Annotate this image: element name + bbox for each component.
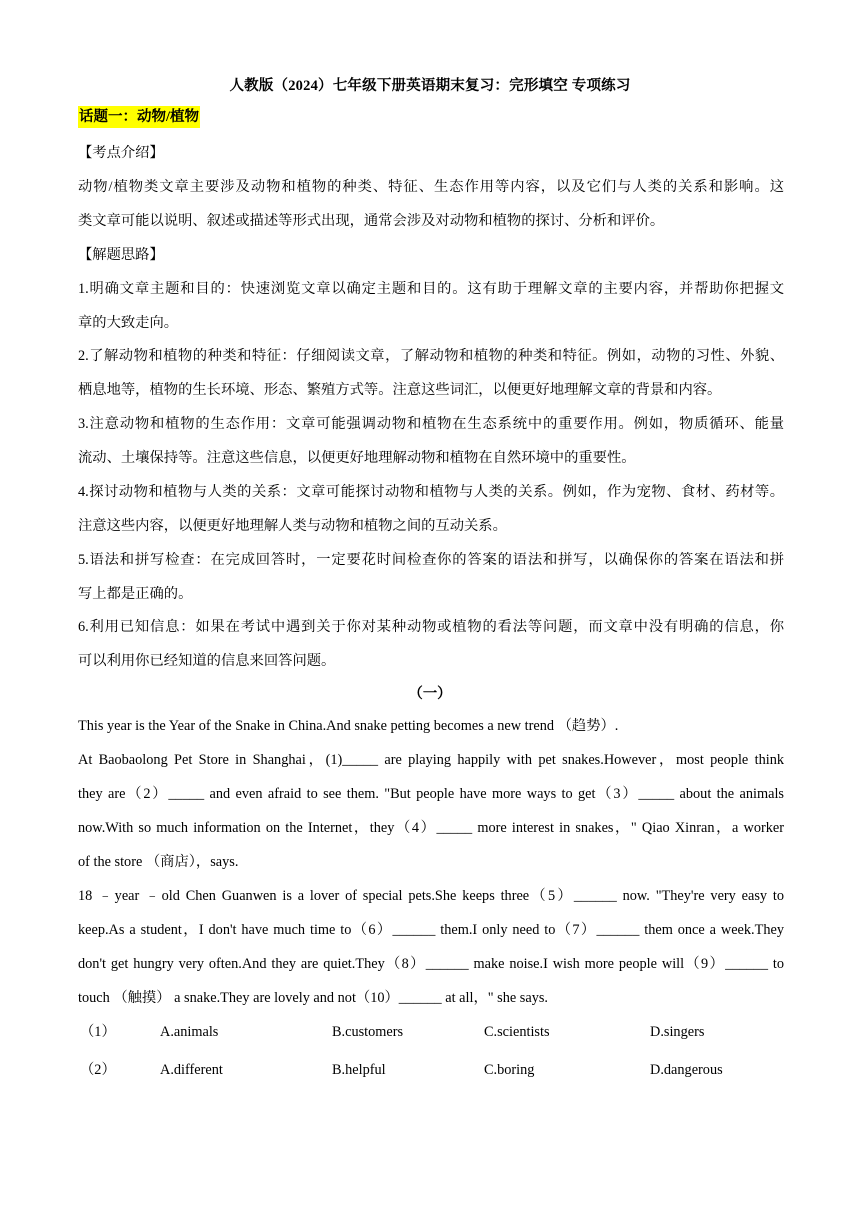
- passage-line: keep.As a student，I don't have much time to（6）______ them.I only need to（7）______ them once a week.They: [78, 922, 784, 938]
- tip-line: 4.探讨动物和植物与人类的关系：文章可能探讨动物和植物与人类的关系。例如，作为宠物、食材、药材等。: [78, 484, 784, 500]
- passage-line: This year is the Year of the Snake in China.And snake petting becomes a new trend （趋势）.: [78, 718, 619, 734]
- tip-line: 1.明确文章主题和目的：快速浏览文章以确定主题和目的。这有助于理解文章的主要内容，并帮助你把握文: [78, 281, 784, 297]
- passage-line: they are（2）_____ and even afraid to see them. "But people have more ways to get（3）_____ about the animals: [78, 786, 784, 802]
- tip-line: 可以利用你已经知道的信息来回答问题。: [78, 653, 336, 669]
- tip-line: 6.利用已知信息：如果在考试中遇到关于你对某种动物或植物的看法等问题，而文章中没有明确的信息，你: [78, 619, 784, 635]
- tip-line: 2.了解动物和植物的种类和特征：仔细阅读文章，了解动物和植物的种类和特征。例如，动物的习性、外貌、: [78, 348, 784, 364]
- approach-heading: 【解题思路】: [78, 247, 164, 263]
- intro-heading: 【考点介绍】: [78, 145, 164, 161]
- tip-line: 流动、土壤保持等。注意这些信息，以便更好地理解动物和植物在自然环境中的重要性。: [78, 450, 636, 466]
- passage-line: of the store （商店），says.: [78, 854, 239, 870]
- tip-line: 章的大致走向。: [78, 315, 179, 331]
- tip-line: 栖息地等，植物的生长环境、形态、繁殖方式等。注意这些词汇，以便更好地理解文章的背景和内容。: [78, 382, 722, 398]
- tip-line: 写上都是正确的。: [78, 586, 193, 602]
- tip-line: 5.语法和拼写检查：在完成回答时，一定要花时间检查你的答案的语法和拼写，以确保你的答案在语法和拼: [78, 552, 784, 568]
- option-a: A.different: [160, 1062, 223, 1078]
- option-b: B.helpful: [332, 1062, 386, 1078]
- option-a: A.animals: [160, 1024, 219, 1040]
- tip-line: 3.注意动物和植物的生态作用：文章可能强调动物和植物在生态系统中的重要作用。例如，物质循环、能量: [78, 416, 784, 432]
- intro-text-line: 类文章可能以说明、叙述或描述等形式出现，通常会涉及对动物和植物的探讨、分析和评价。: [78, 213, 665, 229]
- question-number: （1）: [80, 1024, 116, 1040]
- option-c: C.scientists: [484, 1024, 550, 1040]
- passage-line: now.With so much information on the Internet，they（4）_____ more interest in snakes，" Qiao Xinran，a worker: [78, 820, 784, 836]
- option-b: B.customers: [332, 1024, 404, 1040]
- passage-line: 18 ﹣year ﹣old Chen Guanwen is a lover of special pets.She keeps three（5）______ now. "They're very easy to: [78, 888, 784, 904]
- passage-line: don't get hungry very often.And they are quiet.They（8）______ make noise.I wish more people will（9）______ to: [78, 956, 784, 972]
- option-d: D.dangerous: [650, 1062, 723, 1078]
- topic-heading: 话题一：动物/植物: [78, 106, 200, 128]
- option-d: D.singers: [650, 1024, 705, 1040]
- passage-line: touch （触摸） a snake.They are lovely and not（10）______ at all，" she says.: [78, 990, 548, 1006]
- passage-line: At Baobaolong Pet Store in Shanghai，(1)_____ are playing happily with pet snakes.However，most people think: [78, 752, 784, 768]
- passage-number: （一）: [408, 686, 452, 702]
- page-title: 人教版（2024）七年级下册英语期末复习：完形填空 专项练习: [229, 78, 631, 94]
- option-c: C.boring: [484, 1062, 535, 1078]
- question-number: （2）: [80, 1062, 116, 1078]
- tip-line: 注意这些内容，以便更好地理解人类与动物和植物之间的互动关系。: [78, 518, 507, 534]
- intro-text-line: 动物/植物类文章主要涉及动物和植物的种类、特征、生态作用等内容，以及它们与人类的关系和影响。这: [78, 179, 784, 195]
